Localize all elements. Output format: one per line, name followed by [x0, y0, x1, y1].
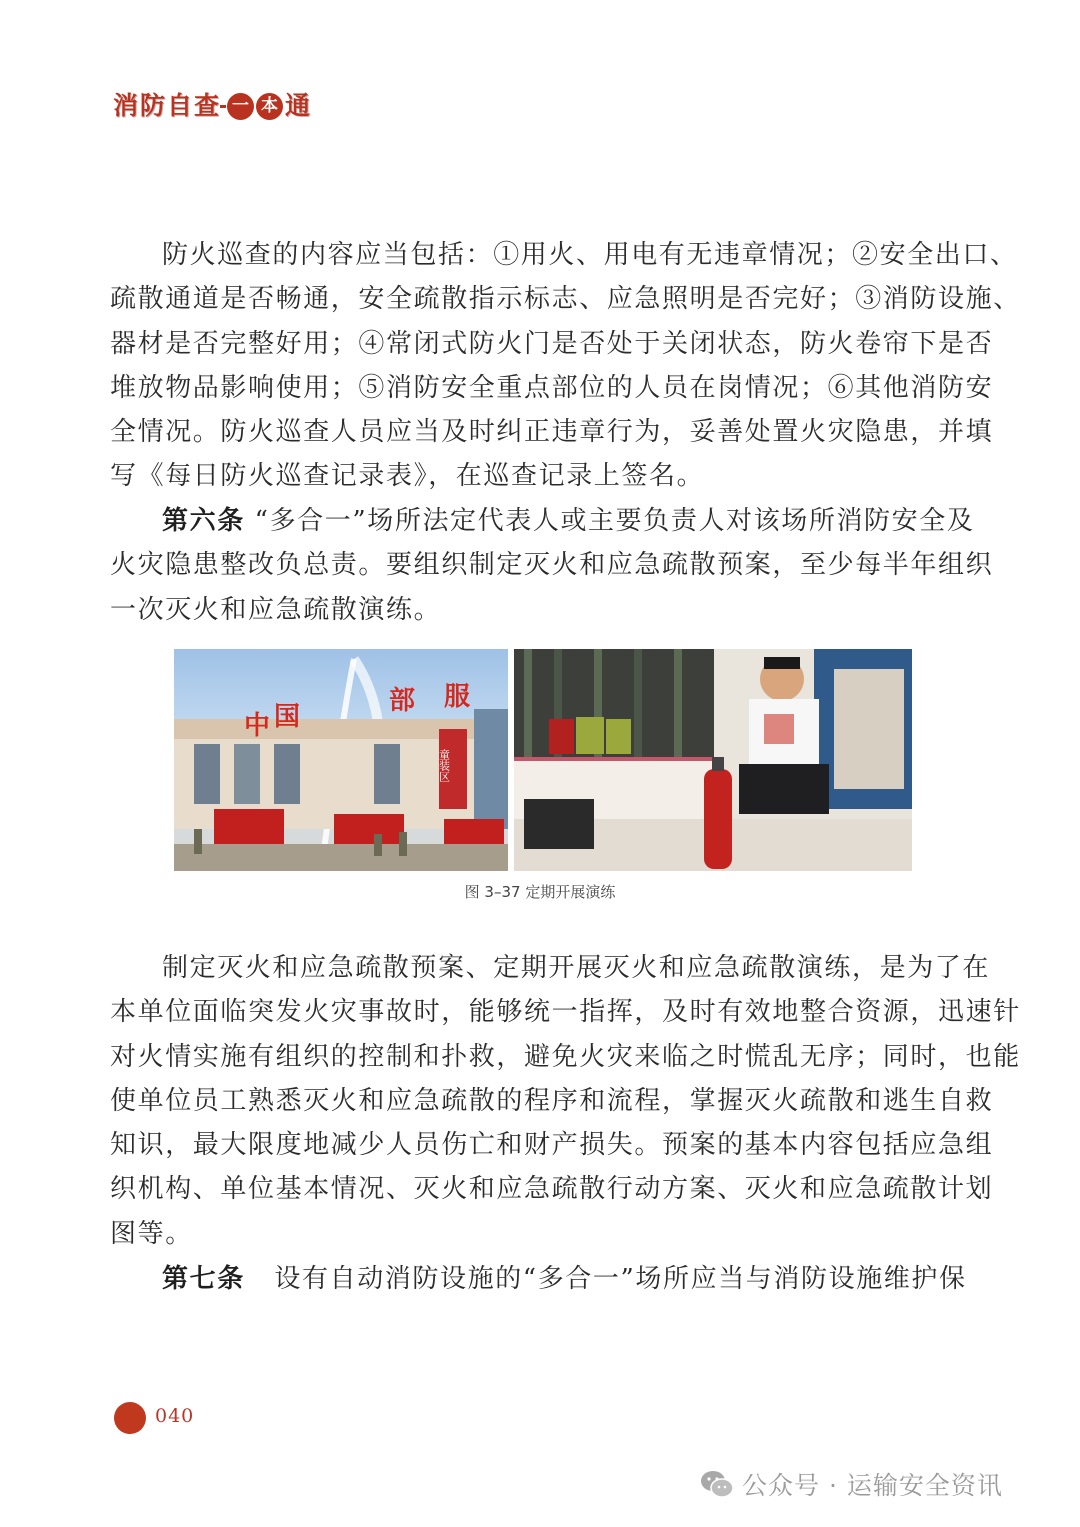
photo-fire-drill-building — [174, 649, 508, 871]
logo-char-2: 防 — [139, 91, 165, 120]
text-line: 本单位面临突发火灾事故时，能够统一指挥，及时有效地整合资源，迅速针 — [110, 997, 1021, 1028]
banner-text: 童装区 — [437, 749, 451, 782]
sign-char-3: 部 — [389, 686, 416, 716]
book-title-logo — [112, 88, 311, 124]
wechat-icon — [700, 1469, 734, 1499]
text-line: 一次灭火和应急疏散演练。 — [110, 594, 442, 625]
watermark — [700, 1466, 1003, 1502]
text-line: 知识，最大限度地减少人员伤亡和财产损失。预案的基本内容包括应急组 — [110, 1130, 994, 1161]
watermark-text: 公众号 · 运输安全资讯 — [742, 1471, 1003, 1500]
text-line: 织机构、单位基本情况、灭火和应急疏散行动方案、灭火和应急疏散计划 — [110, 1174, 994, 1205]
paragraph-patrol-content — [110, 233, 1021, 499]
text-line: 器材是否完整好用；④常闭式防火门是否处于关闭状态，防火卷帘下是否 — [110, 328, 994, 359]
logo-char-3: 自 — [166, 91, 192, 120]
sign-char-1: 中 — [244, 711, 271, 741]
logo-char-7: 通 — [284, 91, 310, 120]
paragraph-drill-purpose — [110, 946, 1021, 1256]
text-line — [110, 499, 975, 543]
article-7-heading: 第七条 — [162, 1264, 245, 1294]
article-6-text: “多合一”场所法定代表人或主要负责人对该场所消防安全及 — [244, 506, 975, 536]
text-line: 火灾隐患整改负总责。要组织制定灭火和应急疏散预案，至少每半年组织 — [110, 550, 994, 581]
text-line: 制定灭火和应急疏散预案、定期开展灭火和应急疏散演练，是为了在 — [162, 953, 991, 983]
logo-char-6: 本 — [256, 93, 283, 120]
photo-extinguisher-practice — [514, 649, 912, 871]
building-scene — [174, 649, 508, 871]
text-line: 图等。 — [110, 1218, 193, 1249]
figure-drill-photos — [174, 649, 912, 871]
article-7-text: 设有自动消防设施的“多合一”场所应当与消防设施维护保 — [244, 1264, 967, 1294]
text-line: 全情况。防火巡查人员应当及时纠正违章行为，妥善处置火灾隐患，并填 — [110, 417, 994, 448]
text-line: 堆放物品影响使用；⑤消防安全重点部位的人员在岗情况；⑥其他消防安 — [110, 372, 994, 403]
text-line: 使单位员工熟悉灭火和应急疏散的程序和流程，掌握灭火疏散和逃生自救 — [110, 1085, 994, 1116]
page-number: 040 — [155, 1405, 195, 1427]
text-line: 写《每日防火巡查记录表》，在巡查记录上签名。 — [110, 461, 705, 492]
paragraph-article-6 — [110, 499, 994, 632]
page-number-dot — [114, 1402, 146, 1434]
figure-caption: 图 3–37 定期开展演练 — [464, 883, 616, 901]
logo-char-4: 查 — [193, 91, 219, 120]
article-6-heading: 第六条 — [162, 506, 245, 536]
paragraph-article-7 — [110, 1257, 972, 1301]
sign-char-2: 国 — [274, 702, 301, 732]
text-line — [110, 1257, 972, 1301]
logo-char-1: 消 — [112, 91, 138, 120]
text-line: 防火巡查的内容应当包括：①用火、用电有无违章情况；②安全出口、 — [162, 240, 1018, 270]
sign-char-4: 服 — [444, 682, 471, 712]
text-line: 对火情实施有组织的控制和扑救，避免火灾来临之时慌乱无序；同时，也能 — [110, 1041, 1021, 1072]
text-line: 疏散通道是否畅通，安全疏散指示标志、应急照明是否完好；③消防设施、 — [110, 284, 1021, 315]
logo-bar — [220, 105, 226, 108]
shop-scene — [514, 649, 912, 871]
logo-char-5: 一 — [227, 93, 254, 120]
